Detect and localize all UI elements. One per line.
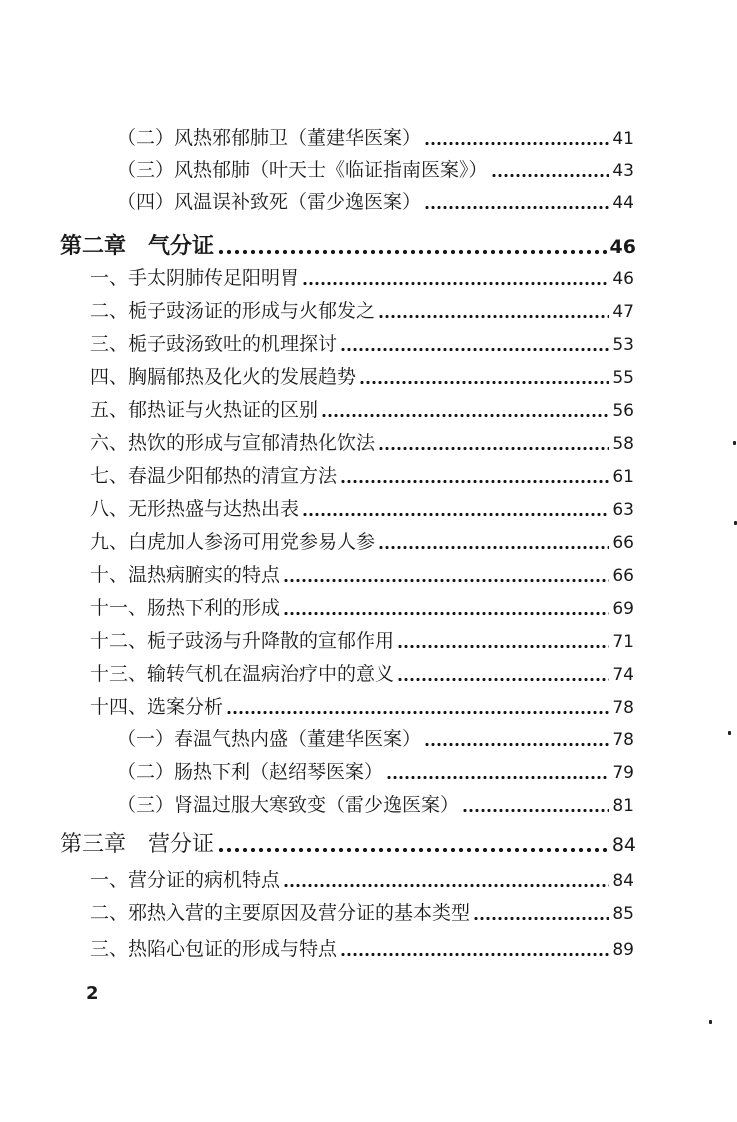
toc-entry xyxy=(117,190,634,215)
toc-title: 十四、选案分析 xyxy=(90,696,224,718)
dot-leader xyxy=(473,917,609,920)
toc-chapter xyxy=(60,830,636,860)
toc-entry xyxy=(117,793,634,818)
dot-leader xyxy=(378,447,609,450)
toc-entry xyxy=(90,695,634,720)
toc-title: 十三、输转气机在温病治疗中的意义 xyxy=(90,663,395,685)
toc-page-ref: 61 xyxy=(612,467,634,487)
toc-entry xyxy=(117,760,634,785)
dot-leader xyxy=(340,953,609,956)
toc-entry xyxy=(90,266,634,291)
toc-page-ref: 41 xyxy=(612,129,634,149)
dot-leader xyxy=(283,579,609,582)
dot-leader xyxy=(217,250,607,254)
scan-speck xyxy=(709,1020,712,1024)
toc-title: （三）风热郁肺（叶天士《临证指南医案》） xyxy=(117,159,488,181)
toc-entry xyxy=(90,431,634,456)
toc-title: 一、营分证的病机特点 xyxy=(90,869,281,891)
toc-title: 十二、栀子豉汤与升降散的宣郁作用 xyxy=(90,630,395,652)
toc-page-ref: 56 xyxy=(612,401,634,421)
toc-page-ref: 44 xyxy=(612,193,634,213)
toc-title: （二）肠热下利（赵绍琴医案） xyxy=(117,761,384,783)
toc-title: （二）风热邪郁肺卫（董建华医案） xyxy=(117,127,422,149)
toc-page-ref: 66 xyxy=(612,533,634,553)
toc-page-ref: 46 xyxy=(609,236,636,258)
dot-leader xyxy=(462,809,609,812)
dot-leader xyxy=(424,743,609,746)
toc-page-ref: 85 xyxy=(612,904,634,924)
toc-title: 二、邪热入营的主要原因及营分证的基本类型 xyxy=(90,902,471,924)
toc-page-ref: 58 xyxy=(612,434,634,454)
toc-title: 七、春温少阳郁热的清宣方法 xyxy=(90,465,338,487)
toc-title: 八、无形热盛与达热出表 xyxy=(90,498,300,520)
scan-speck xyxy=(733,441,736,445)
dot-leader xyxy=(226,711,609,714)
toc-page-ref: 79 xyxy=(612,763,634,783)
toc-title: 第二章 气分证 xyxy=(60,233,215,259)
toc-page-ref: 69 xyxy=(612,599,634,619)
toc-entry xyxy=(90,563,634,588)
dot-leader xyxy=(217,848,609,852)
toc-page-ref: 43 xyxy=(612,161,634,181)
toc-title: 五、郁热证与火热证的区别 xyxy=(90,399,319,421)
toc-page-ref: 46 xyxy=(612,269,634,289)
scan-speck xyxy=(728,731,731,735)
dot-leader xyxy=(397,645,609,648)
toc-title: （四）风温误补致死（雷少逸医案） xyxy=(117,191,422,213)
dot-leader xyxy=(424,206,609,209)
toc-chapter xyxy=(60,231,636,262)
toc-entry xyxy=(90,901,634,926)
dot-leader xyxy=(424,142,609,145)
toc-entry xyxy=(90,299,634,324)
toc-title: 第三章 营分证 xyxy=(60,832,215,857)
toc-page-ref: 78 xyxy=(612,730,634,750)
dot-leader xyxy=(378,546,609,549)
toc-title: 十、温热病腑实的特点 xyxy=(90,564,281,586)
toc-entry xyxy=(117,126,634,151)
dot-leader xyxy=(340,480,609,483)
toc-title: 六、热饮的形成与宣郁清热化饮法 xyxy=(90,432,376,454)
toc-page-ref: 89 xyxy=(612,940,634,960)
dot-leader xyxy=(378,315,609,318)
toc-entry xyxy=(90,662,634,687)
toc-entry xyxy=(90,937,634,962)
toc-page-ref: 81 xyxy=(612,796,634,816)
dot-leader xyxy=(302,282,609,285)
toc-title: （三）肾温过服大寒致变（雷少逸医案） xyxy=(117,794,460,816)
toc-title: 三、栀子豉汤致吐的机理探讨 xyxy=(90,333,338,355)
toc-entry xyxy=(90,332,634,357)
dot-leader xyxy=(397,678,609,681)
toc-page-ref: 71 xyxy=(612,632,634,652)
dot-leader xyxy=(340,348,609,351)
dot-leader xyxy=(283,884,609,887)
dot-leader xyxy=(283,612,609,615)
dot-leader xyxy=(321,414,609,417)
toc-entry xyxy=(117,727,634,752)
toc-page-ref: 66 xyxy=(612,566,634,586)
toc-title: 十一、肠热下利的形成 xyxy=(90,597,281,619)
toc-entry xyxy=(90,464,634,489)
toc-page-ref: 53 xyxy=(612,335,634,355)
toc-page-ref: 78 xyxy=(612,698,634,718)
toc-entry xyxy=(90,365,634,390)
toc-entry xyxy=(117,158,634,183)
toc-title: 一、手太阴肺传足阳明胃 xyxy=(90,267,300,289)
dot-leader xyxy=(359,381,609,384)
dot-leader xyxy=(302,513,609,516)
toc-entry xyxy=(90,530,634,555)
toc-title: 二、栀子豉汤证的形成与火郁发之 xyxy=(90,300,376,322)
toc-title: 三、热陷心包证的形成与特点 xyxy=(90,938,338,960)
toc-page-ref: 84 xyxy=(611,834,636,856)
dot-leader xyxy=(491,174,610,177)
toc-page-ref: 74 xyxy=(612,665,634,685)
toc-entry xyxy=(90,497,634,522)
toc-title: （一）春温气热内盛（董建华医案） xyxy=(117,728,422,750)
toc-entry xyxy=(90,398,634,423)
toc-entry xyxy=(90,596,634,621)
toc-page-ref: 55 xyxy=(612,368,634,388)
page-number: 2 xyxy=(86,983,99,1004)
toc-entry xyxy=(90,629,634,654)
dot-leader xyxy=(386,776,609,779)
toc-title: 九、白虎加人参汤可用党参易人参 xyxy=(90,531,376,553)
toc-page-ref: 47 xyxy=(612,302,634,322)
toc-entry xyxy=(90,868,634,893)
toc-page-ref: 84 xyxy=(612,871,634,891)
toc-title: 四、胸膈郁热及化火的发展趋势 xyxy=(90,366,357,388)
toc-page-ref: 63 xyxy=(612,500,634,520)
